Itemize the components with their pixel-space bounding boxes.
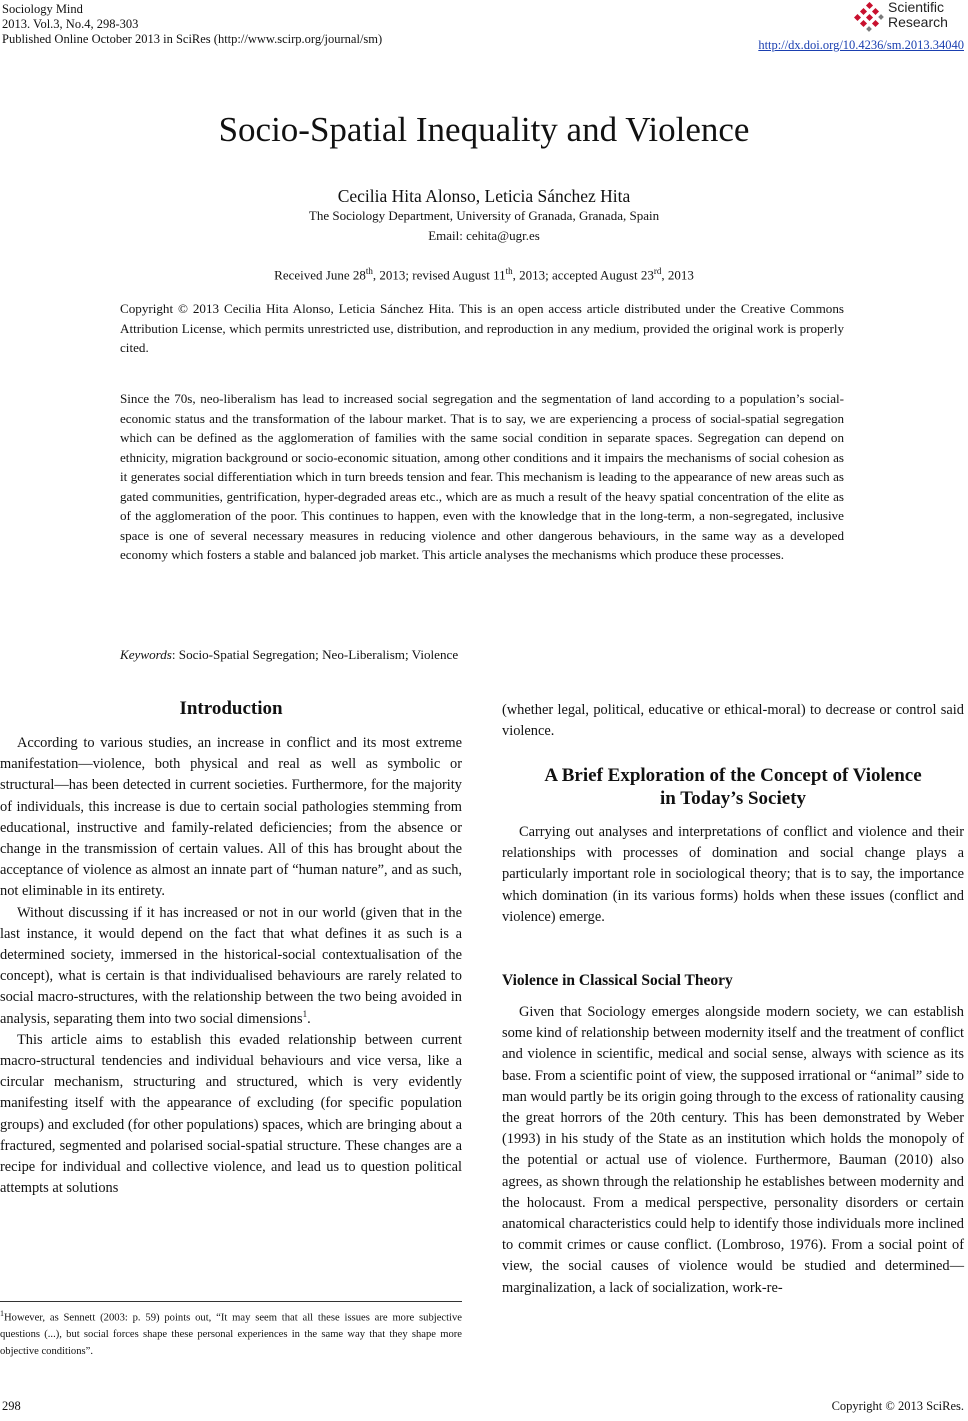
footer-copyright: Copyright © 2013 SciRes.: [831, 1399, 964, 1413]
keywords-label: Keywords: [120, 647, 172, 662]
doi-link[interactable]: http://dx.doi.org/10.4236/sm.2013.34040: [758, 38, 964, 52]
subsection-heading-classical: Violence in Classical Social Theory: [502, 972, 733, 989]
right-column-continuation: [502, 700, 964, 742]
author-email: Email: cehita@ugr.es: [428, 228, 540, 243]
authors: Cecilia Hita Alonso, Leticia Sánchez Hita: [337, 186, 631, 206]
logo-text-line1: Scientific: [888, 0, 945, 15]
received-dates: Received June 28th, 2013; revised August 11th, 2013; accepted August 23rd, 2013: [274, 266, 694, 283]
brief-section-body: [502, 822, 964, 928]
intro-paragraph-1: According to various studies, an increase in conflict and its most extreme manifestation—violence, both physical and real as well as symbolic or structural—has been detected in current societies. Furthermore, for the majority of individuals, this increase is due to certain social pathologies stemming from educational, instructive and family-related deficiencies; from the absence or change in the transmission of certain values. All of this has brought about the acceptance of violence as almost an innate part of “human nature”, and as such, not eliminable in its entirety.: [0, 735, 462, 900]
intro-paragraph-3-continued: (whether legal, political, educative or ethical-moral) to decrease or control said violence.: [502, 702, 964, 740]
left-column: [0, 733, 462, 1199]
classical-section-body: [502, 1002, 964, 1299]
copyright-notice: Copyright © 2013 Cecilia Hita Alonso, Leticia Sánchez Hita. This is an open access article distributed under the Creative Commons Attribution License, which permits unrestricted use, distribution, and reproduction in any medium, provided the original work is properly cited.: [120, 301, 844, 355]
brief-paragraph-1: Carrying out analyses and interpretations of conflict and violence and their relationships with processes of domination and social change plays a particularly important role in sociological theory; that is to say, the importance which domination (in its various forms) holds when these issues (conflict and violence) emerge.: [502, 824, 964, 925]
intro-paragraph-3: This article aims to establish this evaded relationship between current macro-structural tendencies and individual behaviours and vice versa, like a circular mechanism, structuring and structured, which is very evidently manifesting itself with the appearance of excluding (for specific population groups) and excluded (for other populations) spaces, which are bringing about a fractured, segmented and polarised social-spatial structure. These changes are a recipe for individual and collective violence, and lead us to question political attempts at solutions: [0, 1031, 462, 1197]
classical-paragraph-1: Given that Sociology emerges alongside modern society, we can establish some kind of relationship between modernity itself and the treatment of conflict and violence in scientific, medical and social sense, always with science as its base. From a scientific point of view, the supposed irrational or “animal” side to man would partly be its origin going through to the excess of rationality causing the great horrors of the 20th century. This has been demonstrated by Weber (1993) in his study of the State as an institution which holds the monopoly of the potential or actual use of violence. Furthermore, Bauman (2010) also agrees, as shown through the relationship he establishes between modernity and the holocaust. From a medical perspective, personality disorders or certain anatomical characteristics could help to identify those individuals more inclined to commit crimes or cause conflict. (Lombroso, 1976). From a social point of view, the social causes of violence would be studied and determined—marginalization, a lack of socialization, work-re-: [502, 1004, 964, 1296]
section-heading-introduction: Introduction: [179, 698, 283, 719]
affiliation: The Sociology Department, University of Granada, Granada, Spain: [308, 208, 660, 223]
footnote-divider: [0, 1301, 462, 1302]
page-number: 298: [2, 1399, 21, 1413]
logo-text-line2: Research: [888, 14, 948, 30]
keywords: [120, 645, 844, 665]
footnote-marker: 1: [302, 1008, 308, 1019]
paper-title: Socio-Spatial Inequality and Violence: [218, 110, 750, 149]
section-heading-brief-exploration: A Brief Exploration of the Concept of Violence in Today’s Society: [544, 765, 922, 809]
keywords-list: : Socio-Spatial Segregation; Neo-Liberalism; Violence: [171, 647, 459, 662]
publication-info: Published Online October 2013 in SciRes (http://www.scirp.org/journal/sm): [2, 32, 383, 46]
running-header: [2, 2, 382, 47]
journal-name: Sociology Mind: [2, 2, 83, 16]
volume-info: 2013. Vol.3, No.4, 298-303: [2, 17, 139, 31]
footnote: $^1$However, as Sennett (2003: p. 59) points out, “It may seem that all these issues are more subjective questions (...), but social forces shape these personal experiences in the same way that they shape more objective conditions”.: [0, 1309, 462, 1357]
publisher-logo-icon: [854, 2, 884, 32]
abstract: Since the 70s, neo-liberalism has lead to increased social segregation and the segmentation of land according to a population’s social-economic status and the transformation of the labour market. That is to say, we are experiencing a process of social-spatial segregation which can be defined as the agglomeration of families with the same social condition in separate spaces. Segregation can depend on ethnicity, migration background or socio-economic situation, among other conditions and it impairs the mechanisms of social cohesion as it generates social differentiation which in turn breeds tension and fear. This mechanism is leading to the appearance of new areas such as gated communities, gentrification, hyper-degraded areas etc., which are as much a result of the heavy spatial concentration of the elite as of the agglomeration of the poor. This continues to happen, even with the knowledge that in the long-term, a non-segregated, inclusive space is one of several necessary measures in reducing violence and other dangerous behaviours, in the same way as a developed economy which fosters a stable and balanced job market. This article analyses the mechanisms which produce these processes.: [120, 391, 844, 562]
publisher-logo: [854, 0, 964, 36]
intro-paragraph-2: Without discussing if it has increased or not in our world (given that in the last instance, it would depend on the fact that what defines it as such is a determined society, immersed in the historical-social contextualisation of the concept), what is certain is that individualised behaviours are rarely related to social macro-structures, with the relationship between the two being avoided in analysis, separating them into two social dimensions$^1$.: [0, 904, 462, 1027]
